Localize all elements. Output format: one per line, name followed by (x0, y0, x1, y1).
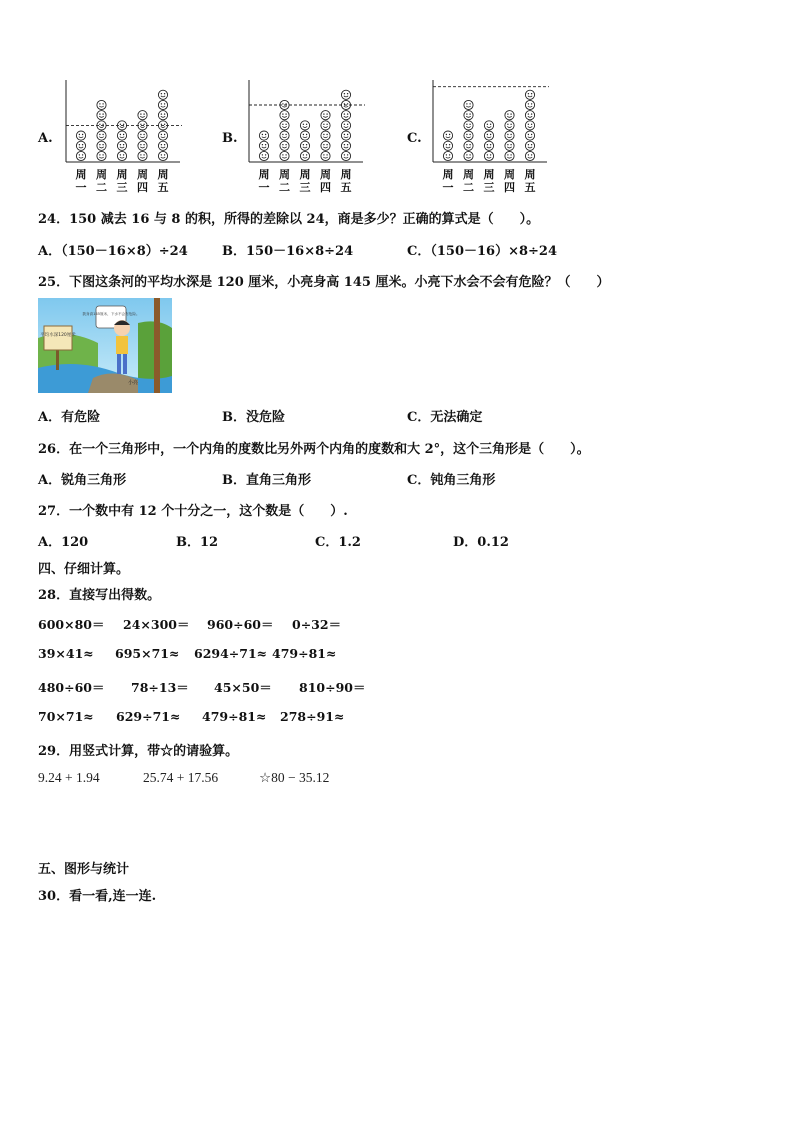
smiley-face-icon (341, 90, 350, 99)
q27-option-d[interactable]: D．0.12 (453, 535, 509, 550)
day-label: 周 二 (279, 168, 290, 194)
question-28: 28．直接写出得数。 (38, 588, 161, 603)
smiley-face-icon (76, 131, 85, 140)
smiley-face-icon (158, 131, 167, 140)
smiley-face-icon (117, 131, 126, 140)
day-label: 周 三 (483, 168, 495, 194)
calc-item: 600×80＝ (38, 617, 105, 632)
smiley-face-icon (443, 141, 452, 150)
smiley-face-icon (525, 141, 534, 150)
smiley-face-icon (484, 121, 493, 130)
smiley-face-icon (321, 141, 330, 150)
smiley-face-icon (259, 151, 268, 160)
smiley-face-icon (259, 131, 268, 140)
smiley-face-icon (464, 121, 473, 130)
day-label: 周 三 (116, 168, 128, 194)
smiley-face-icon (280, 151, 289, 160)
smiley-face-icon (76, 151, 85, 160)
boy-name-label: 小亮 (128, 380, 139, 386)
question-30: 30．看一看,连一连. (38, 889, 157, 904)
river-sign-text: 平均水深120厘米 (40, 333, 76, 338)
q26-option-b[interactable]: B．直角三角形 (222, 473, 311, 488)
smiley-face-icon (464, 111, 473, 120)
question-27: 27．一个数中有 12 个十分之一，这个数是（ ）. (38, 504, 348, 519)
smiley-face-icon (158, 90, 167, 99)
smiley-face-icon (117, 141, 126, 150)
smiley-face-icon (138, 111, 147, 120)
calc-item: 960÷60＝ (207, 617, 274, 632)
question-25: 25．下图这条河的平均水深是 120 厘米，小亮身高 145 厘米。小亮下水会不会有危险？（ ） (38, 275, 610, 290)
day-label: 周 四 (504, 168, 515, 194)
smiley-face-icon (341, 121, 350, 130)
smiley-face-icon (97, 151, 106, 160)
chart-a-label: A. (38, 131, 53, 146)
day-label: 周 一 (258, 168, 270, 194)
smiley-face-icon (300, 121, 309, 130)
calc-item: 39×41≈ (38, 646, 94, 661)
vertical-calc-item: 9.24 + 1.94 (38, 770, 100, 785)
question-24: 24．150 减去 16 与 8 的积，所得的差除以 24，商是多少？正确的算式是（ ）。 (38, 212, 540, 227)
smiley-face-icon (525, 100, 534, 109)
smiley-face-icon (505, 121, 514, 130)
smiley-face-icon (321, 131, 330, 140)
chart-b-label: B. (222, 131, 238, 146)
q24-option-b[interactable]: B．150－16×8÷24 (222, 244, 354, 259)
day-label: 周 五 (340, 168, 352, 194)
chart-c-label: C. (407, 131, 422, 146)
q25-option-c[interactable]: C．无法确定 (407, 410, 483, 425)
section-5-heading: 五、图形与统计 (38, 862, 130, 877)
calc-item: 45×50＝ (214, 680, 272, 695)
smiley-face-icon (525, 90, 534, 99)
smiley-face-icon (97, 131, 106, 140)
smiley-face-icon (505, 111, 514, 120)
calc-item: 278÷91≈ (280, 709, 345, 724)
smiley-face-icon (321, 151, 330, 160)
q25-option-a[interactable]: A．有危险 (38, 410, 101, 425)
day-label: 周 四 (320, 168, 331, 194)
river-illustration (38, 298, 172, 393)
smiley-face-icon (97, 141, 106, 150)
smiley-face-icon (525, 111, 534, 120)
smiley-face-icon (138, 131, 147, 140)
smiley-face-icon (341, 131, 350, 140)
smiley-face-icon (505, 151, 514, 160)
smiley-face-icon (464, 100, 473, 109)
smiley-face-icon (280, 111, 289, 120)
smiley-face-icon (341, 151, 350, 160)
smiley-face-icon (443, 131, 452, 140)
q27-option-a[interactable]: A．120 (38, 535, 89, 550)
pictograph-chart-c (433, 80, 553, 164)
smiley-face-icon (484, 131, 493, 140)
day-label: 周 一 (442, 168, 454, 194)
calc-item: 70×71≈ (38, 709, 94, 724)
q26-option-a[interactable]: A．锐角三角形 (38, 473, 127, 488)
q26-option-c[interactable]: C．钝角三角形 (407, 473, 496, 488)
smiley-face-icon (280, 141, 289, 150)
calc-item: 0÷32＝ (292, 617, 342, 632)
smiley-face-icon (300, 131, 309, 140)
pictograph-chart-a (66, 80, 186, 164)
q27-option-c[interactable]: C．1.2 (315, 535, 361, 550)
q24-option-a[interactable]: A．（150－16×8）÷24 (38, 244, 188, 259)
smiley-face-icon (341, 111, 350, 120)
smiley-face-icon (280, 121, 289, 130)
day-label: 周 二 (463, 168, 474, 194)
smiley-face-icon (321, 121, 330, 130)
calc-item: 479÷81≈ (202, 709, 267, 724)
smiley-face-icon (158, 100, 167, 109)
section-4-heading: 四、仔细计算。 (38, 562, 130, 577)
calc-item: 6294÷71≈ (194, 646, 268, 661)
smiley-face-icon (300, 151, 309, 160)
vertical-calc-item: 25.74 + 17.56 (143, 770, 219, 785)
smiley-face-icon (280, 131, 289, 140)
day-label: 周 一 (75, 168, 87, 194)
day-label: 周 四 (137, 168, 148, 194)
q24-option-c[interactable]: C．（150－16）×8÷24 (407, 244, 557, 259)
smiley-face-icon (484, 141, 493, 150)
smiley-face-icon (259, 141, 268, 150)
smiley-face-icon (464, 151, 473, 160)
smiley-face-icon (76, 141, 85, 150)
day-label: 周 二 (96, 168, 107, 194)
speech-bubble-text: 我身高145厘米，下水不会有危险。 (82, 312, 140, 316)
smiley-face-icon (158, 141, 167, 150)
smiley-face-icon (443, 151, 452, 160)
smiley-face-icon (505, 141, 514, 150)
smiley-face-icon (138, 151, 147, 160)
question-29: 29．用竖式计算，带☆的请验算。 (38, 744, 239, 759)
smiley-face-icon (138, 141, 147, 150)
smiley-face-icon (158, 151, 167, 160)
vertical-calc-item: ☆80 − 35.12 (259, 770, 330, 785)
smiley-face-icon (464, 141, 473, 150)
calc-item: 24×300＝ (123, 617, 190, 632)
day-label: 周 五 (157, 168, 169, 194)
calc-item: 695×71≈ (115, 646, 180, 661)
calc-item: 78÷13＝ (131, 680, 189, 695)
calc-item: 629÷71≈ (116, 709, 181, 724)
smiley-face-icon (484, 151, 493, 160)
calc-item: 479÷81≈ (272, 646, 337, 661)
smiley-face-icon (505, 131, 514, 140)
smiley-face-icon (321, 111, 330, 120)
pictograph-chart-b (249, 80, 369, 164)
smiley-face-icon (525, 121, 534, 130)
day-label: 周 五 (524, 168, 536, 194)
smiley-face-icon (525, 151, 534, 160)
smiley-face-icon (117, 151, 126, 160)
smiley-face-icon (97, 111, 106, 120)
calc-item: 480÷60＝ (38, 680, 105, 695)
q25-option-b[interactable]: B．没危险 (222, 410, 285, 425)
day-label: 周 三 (299, 168, 311, 194)
smiley-face-icon (341, 141, 350, 150)
q27-option-b[interactable]: B．12 (176, 535, 219, 550)
smiley-face-icon (158, 111, 167, 120)
calc-item: 810÷90＝ (299, 680, 366, 695)
smiley-face-icon (525, 131, 534, 140)
question-26: 26．在一个三角形中，一个内角的度数比另外两个内角的度数和大 2°，这个三角形是（ ）。 (38, 442, 590, 457)
smiley-face-icon (97, 100, 106, 109)
smiley-face-icon (464, 131, 473, 140)
smiley-face-icon (300, 141, 309, 150)
